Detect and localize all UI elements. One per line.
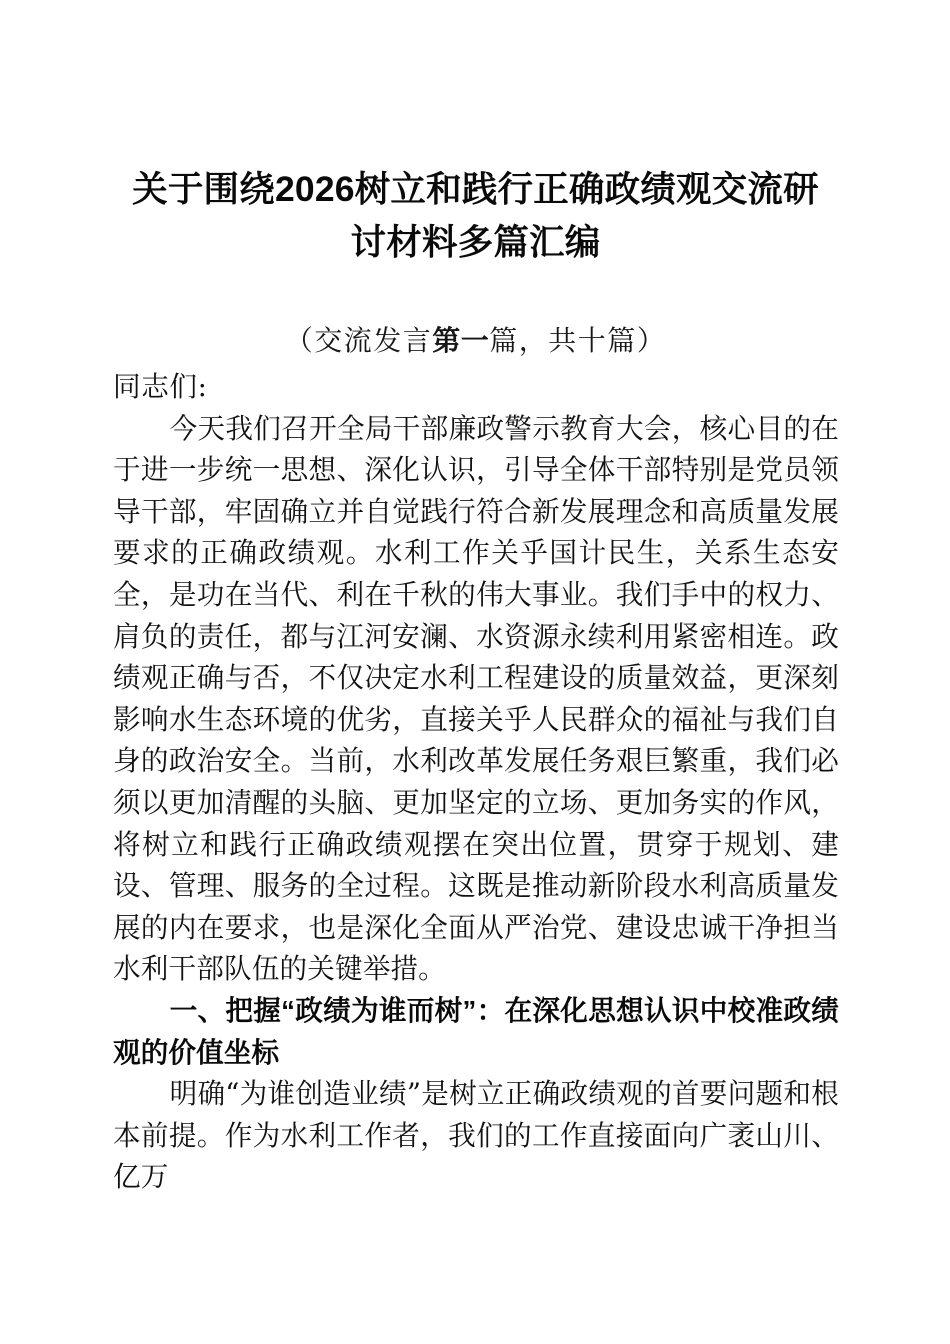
salutation: 同志们: — [113, 370, 208, 403]
section-heading-1: 一、把握“政绩为谁而树”：在深化思想认识中校准政绩观的价值坐标 — [113, 994, 839, 1068]
document-title — [113, 163, 838, 269]
document-title-line-2: 讨材料多篇汇编 — [350, 222, 601, 262]
document-subtitle — [113, 320, 838, 361]
paragraph-intro: 今天我们召开全局干部廉政警示教育大会，核心目的在于进一步统一思想、深化认识，引导全体干部特别是党员领导干部，牢固确立并自觉践行符合新发展理念和高质量发展要求的正确政绩观。水利工作关乎国计民生，关系生态安全，是功在当代、利在千秋的伟大事业。我们手中的权力、肩负的责任，都与江河安澜、水资源永续利用紧密相连。政绩观正确与否，不仅决定水利工程建设的质量效益，更深刻影响水生态环境的优劣，直接关乎人民群众的福祉与我们自身的政治安全。当前，水利改革发展任务艰巨繁重，我们必须以更加清醒的头脑、更加坚定的立场、更加务实的作风，将树立和践行正确政绩观摆在突出位置，贯穿于规划、建设、管理、服务的全过程。这既是推动新阶段水利高质量发展的内在要求，也是深化全面从严治党、建设忠诚干净担当水利干部队伍的关键举措。 — [113, 411, 839, 986]
subtitle-suffix: 篇，共十篇） — [489, 324, 667, 357]
document-body — [113, 366, 839, 1198]
document-title-line-1: 关于围绕2026树立和践行正确政绩观交流研 — [132, 169, 819, 209]
subtitle-emphasis: 第一 — [432, 324, 490, 357]
paragraph-section-1-1: 明确“为谁创造业绩”是树立正确政绩观的首要问题和根本前提。作为水利工作者，我们的工作直接面向广袤山川、亿万 — [113, 1077, 839, 1194]
subtitle-prefix: （交流发言 — [284, 324, 433, 357]
